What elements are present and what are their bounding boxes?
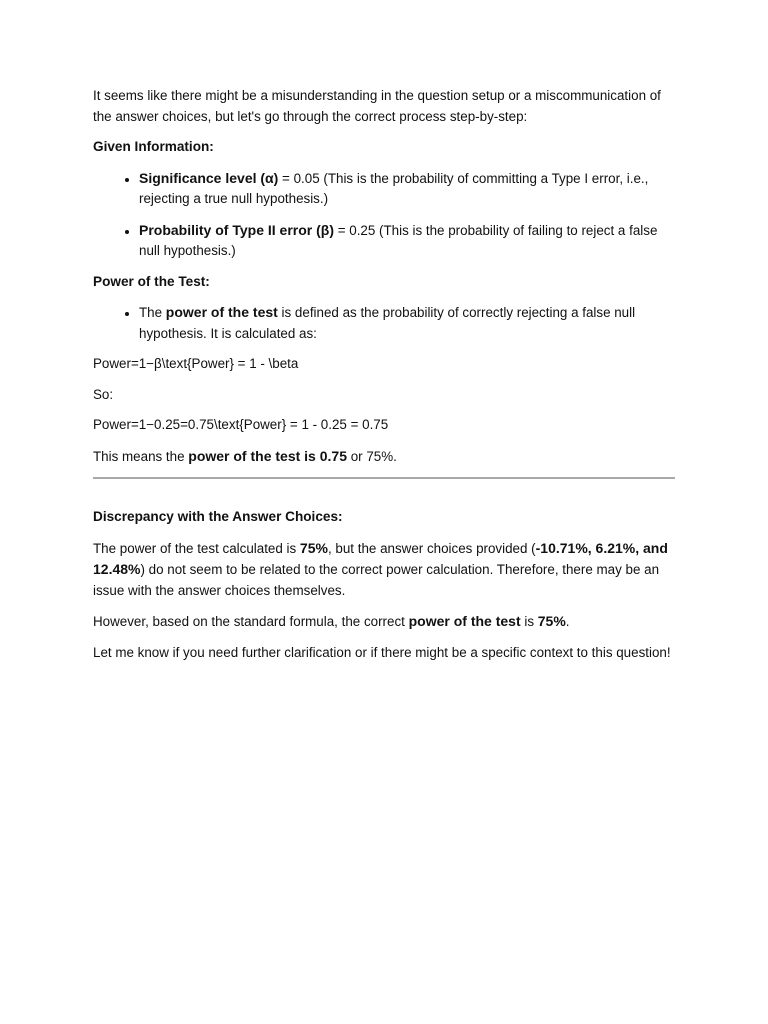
power-definition-bold: power of the test bbox=[165, 304, 278, 320]
intro-paragraph: It seems like there might be a misunderstanding in the question setup or a miscommunication of the answer choices, but let's go through the correct process step-by-step: bbox=[93, 88, 661, 124]
power-calculation: Power=1−0.25=0.75\text{Power} = 1 - 0.25 = 0.75 bbox=[93, 417, 389, 432]
discrepancy-p1-post: ) do not seem to be related to the correct power calculation. Therefore, there may be an issue with the answer choices themselves. bbox=[93, 562, 660, 598]
type-ii-error-label: Probability of Type II error (β) bbox=[139, 221, 334, 238]
significance-level-text: = 0.05 (This is the probability of committing a Type I error, i.e., rejecting a true null hypothesis.) bbox=[139, 170, 649, 206]
given-information-heading: Given Information: bbox=[93, 139, 214, 154]
power-definition-pre: The bbox=[139, 305, 166, 320]
power-result-post: or 75%. bbox=[346, 448, 397, 464]
discrepancy-p1-pre: The power of the test calculated is bbox=[93, 540, 300, 556]
standard-formula-bold-power: power of the test bbox=[408, 613, 521, 629]
standard-formula-pre: However, based on the standard formula, the correct bbox=[93, 614, 409, 629]
discrepancy-p1-mid: , but the answer choices provided ( bbox=[327, 540, 536, 556]
power-result-pre: This means the bbox=[93, 448, 189, 464]
type-ii-error-text: = 0.25 (This is the probability of failing to reject a false null hypothesis.) bbox=[139, 222, 658, 258]
given-information-list bbox=[93, 168, 675, 262]
power-result-paragraph bbox=[93, 446, 675, 468]
power-formula: Power=1−β\text{Power} = 1 - \beta bbox=[93, 356, 299, 371]
discrepancy-p1-bold-75: 75% bbox=[299, 539, 328, 556]
power-of-test-heading: Power of the Test: bbox=[93, 273, 210, 289]
standard-formula-bold-75: 75% bbox=[537, 613, 566, 629]
list-item bbox=[139, 220, 675, 262]
list-item bbox=[139, 302, 675, 344]
standard-formula-mid: is bbox=[520, 614, 538, 629]
standard-formula-post: . bbox=[565, 614, 570, 629]
closing-paragraph: Let me know if you need further clarification or if there might be a specific context to this question! bbox=[93, 644, 671, 660]
discrepancy-heading: Discrepancy with the Answer Choices: bbox=[93, 509, 343, 524]
list-item bbox=[139, 168, 675, 210]
discrepancy-p1-bold-choices: -10.71%, 6.21%, and 12.48% bbox=[93, 539, 668, 577]
discrepancy-paragraph bbox=[93, 538, 675, 602]
power-definition-list bbox=[93, 302, 675, 344]
power-definition-post: is defined as the probability of correctly rejecting a false null hypothesis. It is calculated as: bbox=[139, 305, 636, 341]
so-label: So: bbox=[93, 386, 114, 402]
significance-level-label: Significance level (α) bbox=[139, 169, 279, 186]
power-result-bold: power of the test is 0.75 bbox=[188, 447, 347, 464]
horizontal-divider bbox=[93, 477, 675, 479]
standard-formula-paragraph bbox=[93, 611, 675, 633]
